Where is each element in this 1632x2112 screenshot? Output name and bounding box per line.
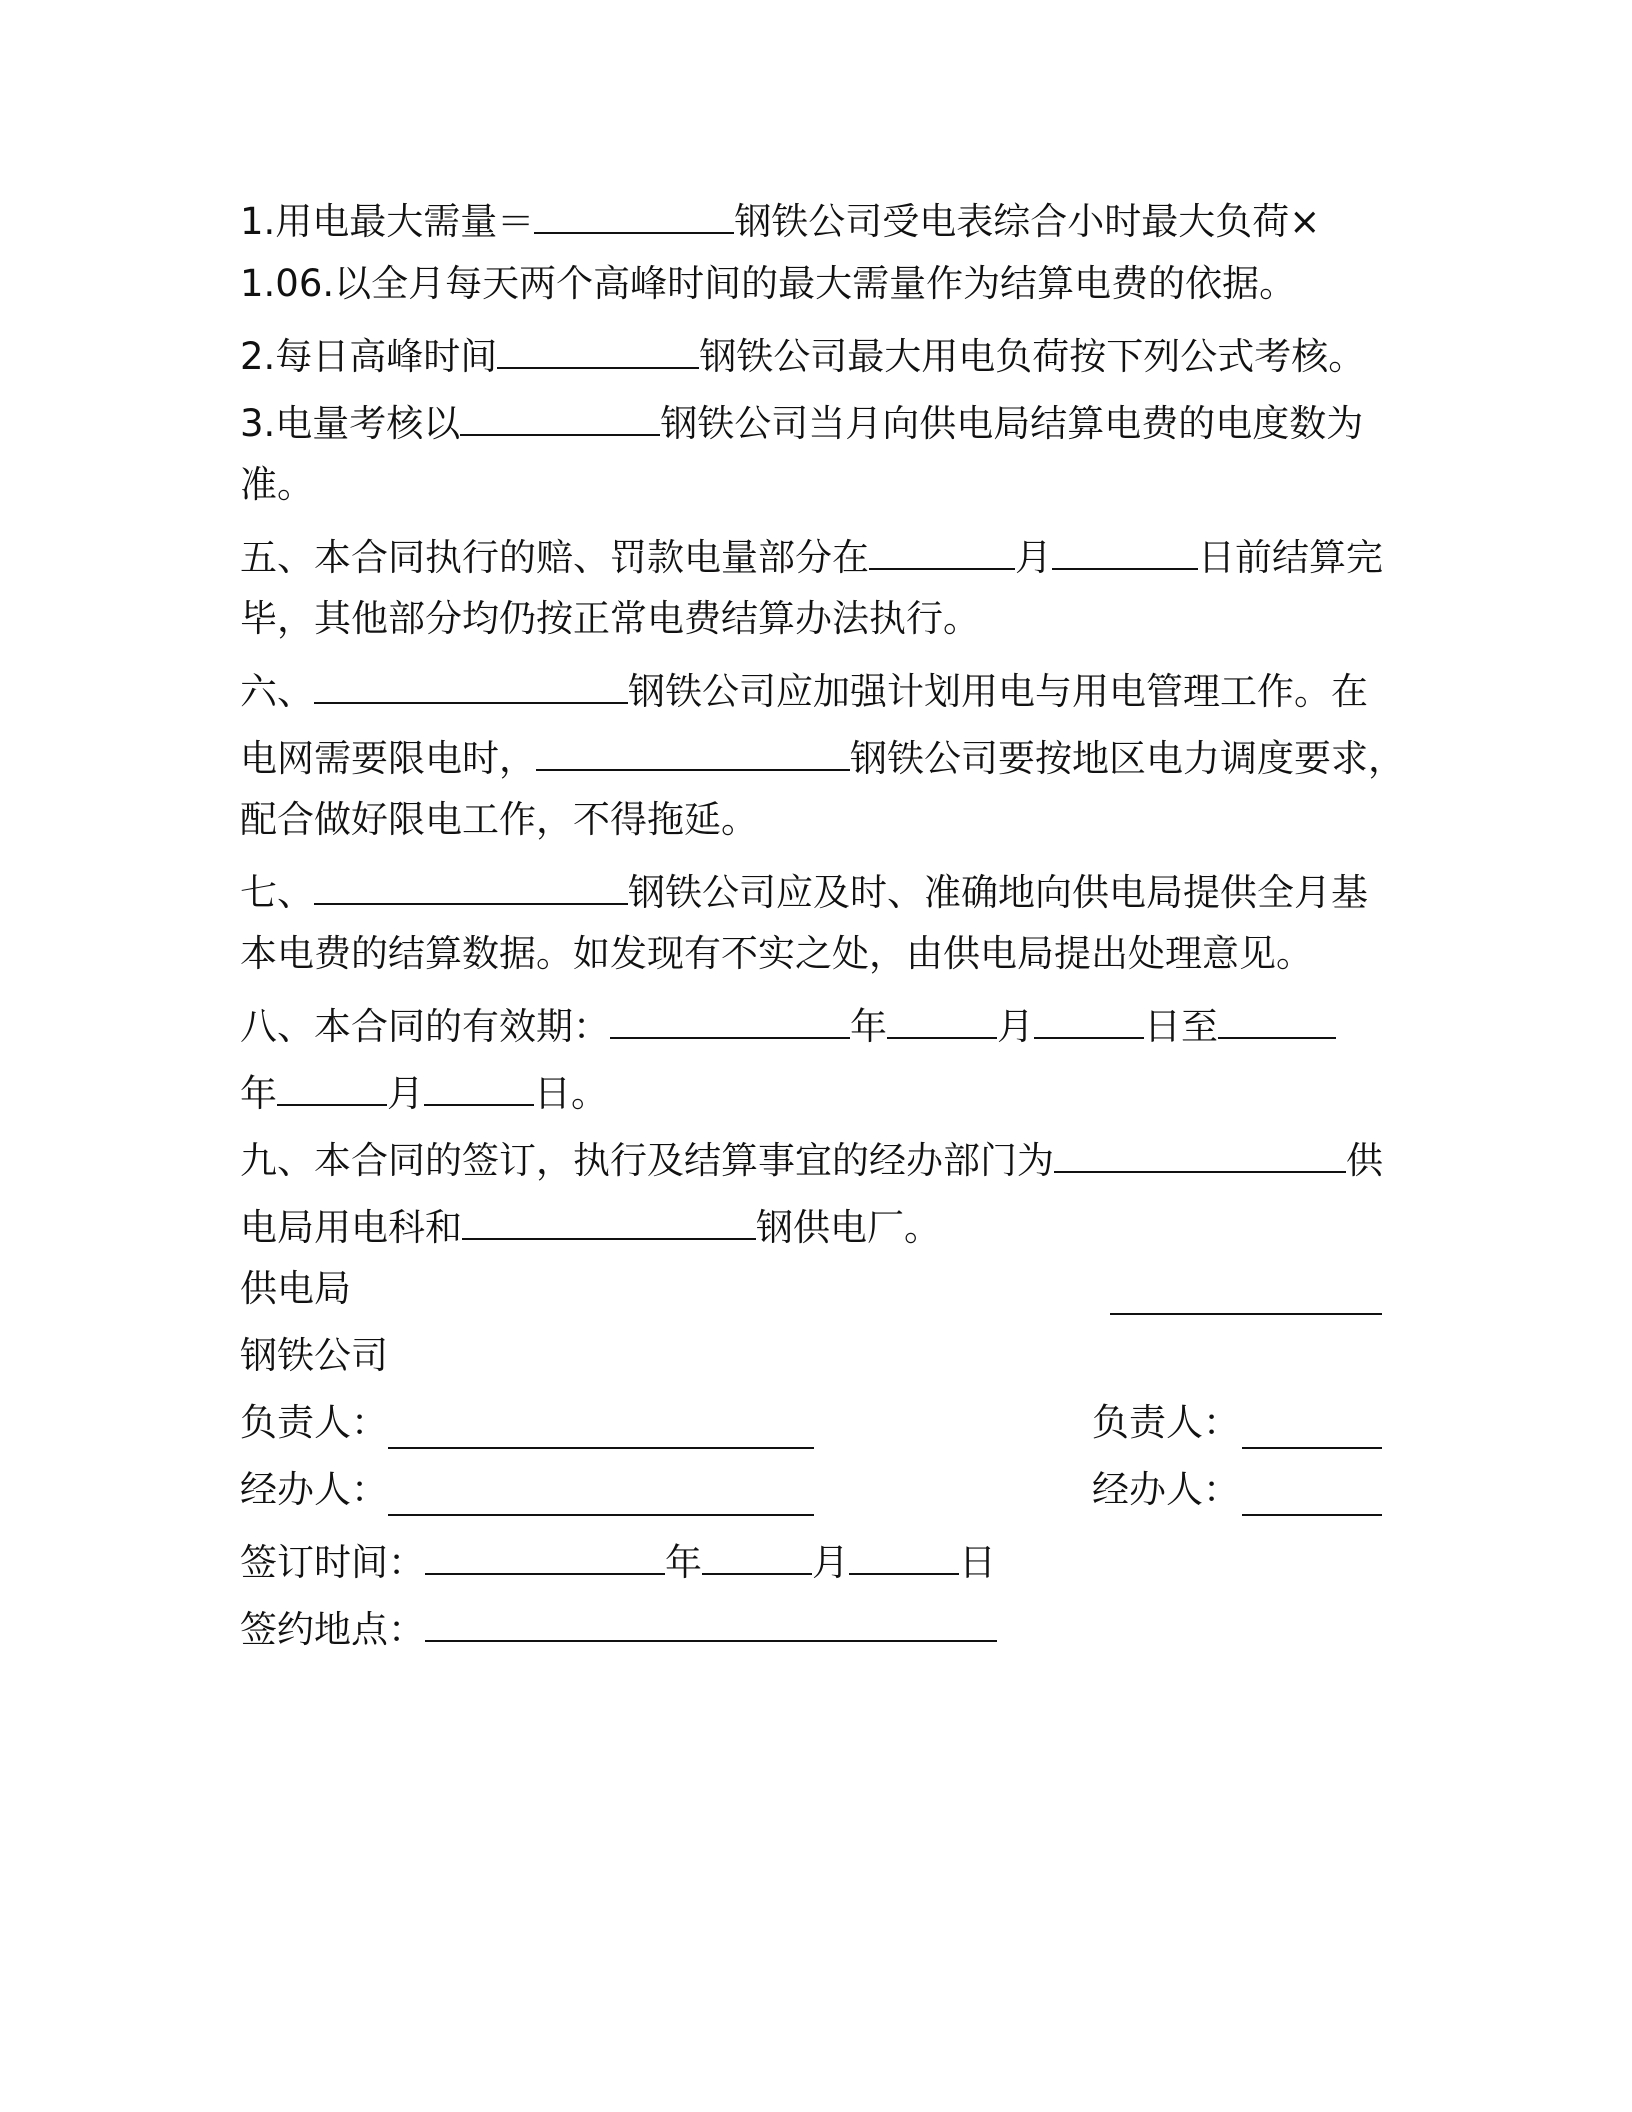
text: 年 <box>240 1072 277 1115</box>
text: 经办人： <box>240 1468 388 1511</box>
text: 签订时间： <box>240 1541 425 1584</box>
text: 供 <box>1346 1139 1383 1182</box>
clause-line-1 <box>240 188 1380 244</box>
clause-line-16 <box>240 1194 1380 1250</box>
blank-field[interactable] <box>1052 524 1198 570</box>
text: 供电局 <box>240 1267 351 1310</box>
blank-field[interactable] <box>314 859 628 905</box>
text: 钢铁公司应及时、准确地向供电局提供全月基 <box>628 871 1368 914</box>
clause-line-11 <box>240 859 1380 915</box>
sign-time-row <box>240 1529 1380 1585</box>
responsible-right-label: 负责人： <box>1092 1401 1240 1444</box>
blank-field[interactable] <box>849 1529 959 1575</box>
responsible-right-field[interactable] <box>1242 1445 1382 1449</box>
clause-line-3 <box>240 323 1380 379</box>
text: 钢铁公司要按地区电力调度要求， <box>850 737 1405 780</box>
text: 月 <box>1015 536 1052 579</box>
party-b-label <box>240 1328 1380 1384</box>
blank-field[interactable] <box>425 1529 665 1575</box>
text: 日 <box>959 1541 996 1584</box>
text: 七、 <box>240 871 314 914</box>
clause-line-9 <box>240 725 1405 781</box>
clause-line-8 <box>240 658 1380 714</box>
text: 六、 <box>240 670 314 713</box>
blank-field[interactable] <box>534 188 734 234</box>
clause-line-2 <box>240 256 1380 312</box>
blank-field[interactable] <box>497 323 699 369</box>
text: 1.06.以全月每天两个高峰时间的最大需量作为结算电费的依据。 <box>240 262 1297 305</box>
blank-field[interactable] <box>314 658 628 704</box>
text: 毕，其他部分均仍按正常电费结算办法执行。 <box>240 597 980 640</box>
text: 年 <box>665 1541 702 1584</box>
text: 1.用电最大需量＝ <box>240 200 535 243</box>
responsible-left-field[interactable] <box>388 1445 814 1449</box>
blank-field[interactable] <box>1218 993 1336 1039</box>
text: 日至 <box>1144 1005 1218 1048</box>
clause-line-4 <box>240 390 1380 446</box>
party-a-signature-field[interactable] <box>1110 1311 1382 1315</box>
handler-left-field[interactable] <box>388 1512 814 1516</box>
text: 负责人： <box>240 1401 388 1444</box>
handler-right-label: 经办人： <box>1092 1468 1240 1511</box>
text: 月 <box>997 1005 1034 1048</box>
blank-field[interactable] <box>460 390 660 436</box>
text: 钢铁公司最大用电负荷按下列公式考核。 <box>699 335 1366 378</box>
text: 电局用电科和 <box>240 1206 462 1249</box>
text: 钢铁公司 <box>240 1334 388 1377</box>
text: 月 <box>387 1072 424 1115</box>
blank-field[interactable] <box>887 993 997 1039</box>
clause-line-6 <box>240 524 1383 580</box>
text: 五、本合同执行的赔、罚款电量部分在 <box>240 536 869 579</box>
text: 签约地点： <box>240 1608 425 1651</box>
text: 准。 <box>240 463 314 506</box>
clause-line-7 <box>240 591 1380 647</box>
clause-line-10 <box>240 792 1380 848</box>
blank-field[interactable] <box>425 1596 997 1642</box>
handler-right-field[interactable] <box>1242 1512 1382 1516</box>
text: 日前结算完 <box>1198 536 1383 579</box>
blank-field[interactable] <box>1054 1127 1346 1173</box>
text: 年 <box>850 1005 887 1048</box>
sign-place-row <box>240 1596 1380 1652</box>
text: 3.电量考核以 <box>240 402 461 445</box>
blank-field[interactable] <box>462 1194 756 1240</box>
clause-line-13 <box>240 993 1380 1049</box>
blank-field[interactable] <box>610 993 850 1039</box>
clause-line-15 <box>240 1127 1383 1183</box>
text: 日。 <box>534 1072 608 1115</box>
text: 钢铁公司当月向供电局结算电费的电度数为 <box>660 402 1364 445</box>
blank-field[interactable] <box>424 1060 534 1106</box>
text: 本电费的结算数据。如发现有不实之处，由供电局提出处理意见。 <box>240 932 1313 975</box>
clause-line-14 <box>240 1060 1380 1116</box>
text: 八、本合同的有效期： <box>240 1005 610 1048</box>
blank-field[interactable] <box>702 1529 812 1575</box>
text: 电网需要限电时， <box>240 737 536 780</box>
text: 月 <box>812 1541 849 1584</box>
clause-line-5 <box>240 457 1380 513</box>
text: 钢铁公司应加强计划用电与用电管理工作。在 <box>628 670 1368 713</box>
blank-field[interactable] <box>1034 993 1144 1039</box>
text: 2.每日高峰时间 <box>240 335 498 378</box>
clause-line-12 <box>240 926 1380 982</box>
text: 钢供电厂。 <box>756 1206 941 1249</box>
blank-field[interactable] <box>869 524 1015 570</box>
party-a-label <box>240 1261 1380 1317</box>
blank-field[interactable] <box>277 1060 387 1106</box>
blank-field[interactable] <box>536 725 850 771</box>
text: 九、本合同的签订，执行及结算事宜的经办部门为 <box>240 1139 1054 1182</box>
text: 配合做好限电工作，不得拖延。 <box>240 798 758 841</box>
text: 钢铁公司受电表综合小时最大负荷× <box>734 200 1321 243</box>
